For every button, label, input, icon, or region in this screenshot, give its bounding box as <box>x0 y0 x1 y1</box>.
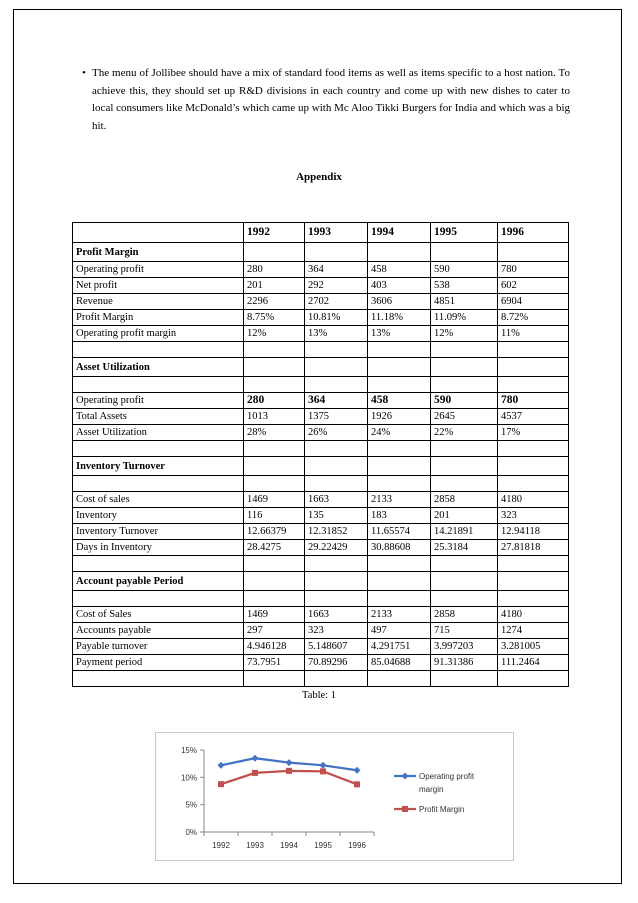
blank-cell <box>431 243 498 262</box>
row-label: Payment period <box>73 655 244 671</box>
y-tick-label: 5% <box>185 800 197 810</box>
value-cell: 4180 <box>498 607 569 623</box>
blank-cell <box>244 358 305 377</box>
x-tick-label: 1995 <box>314 841 332 850</box>
legend-marker-square <box>402 806 408 812</box>
value-cell: 116 <box>244 508 305 524</box>
data-point-diamond <box>252 755 259 762</box>
value-cell: 111.2464 <box>498 655 569 671</box>
blank-cell <box>431 591 498 607</box>
value-cell: 85.04688 <box>368 655 431 671</box>
table-header-empty <box>73 223 244 243</box>
year-header: 1994 <box>368 223 431 243</box>
table-blank-row <box>73 591 569 607</box>
table-blank-row <box>73 476 569 492</box>
value-cell: 497 <box>368 623 431 639</box>
value-cell: 10.81% <box>305 310 368 326</box>
blank-cell <box>368 572 431 591</box>
value-cell: 12% <box>244 326 305 342</box>
value-cell: 458 <box>368 393 431 409</box>
value-cell: 4180 <box>498 492 569 508</box>
value-cell: 28.4275 <box>244 540 305 556</box>
row-label: Payable turnover <box>73 639 244 655</box>
blank-cell <box>498 572 569 591</box>
value-cell: 1663 <box>305 492 368 508</box>
value-cell: 22% <box>431 425 498 441</box>
value-cell: 11.65574 <box>368 524 431 540</box>
data-point-diamond <box>218 762 225 769</box>
value-cell: 2133 <box>368 492 431 508</box>
blank-cell <box>431 457 498 476</box>
value-cell: 70.89296 <box>305 655 368 671</box>
value-cell: 12.94118 <box>498 524 569 540</box>
blank-cell <box>305 476 368 492</box>
table-row <box>73 492 569 508</box>
x-tick-label: 1994 <box>280 841 298 850</box>
blank-cell <box>368 556 431 572</box>
y-tick-label: 0% <box>185 828 197 837</box>
blank-cell <box>244 476 305 492</box>
bullet-dot-icon: • <box>82 67 86 79</box>
section-heading: Inventory Turnover <box>73 457 244 476</box>
blank-cell <box>431 377 498 393</box>
value-cell: 201 <box>244 278 305 294</box>
blank-cell <box>305 591 368 607</box>
row-label: Days in Inventory <box>73 540 244 556</box>
blank-cell <box>368 377 431 393</box>
blank-cell <box>73 342 244 358</box>
value-cell: 17% <box>498 425 569 441</box>
table-row <box>73 524 569 540</box>
value-cell: 280 <box>244 393 305 409</box>
value-cell: 28% <box>244 425 305 441</box>
value-cell: 26% <box>305 425 368 441</box>
blank-cell <box>368 476 431 492</box>
blank-cell <box>368 591 431 607</box>
blank-cell <box>368 671 431 687</box>
row-label: Profit Margin <box>73 310 244 326</box>
blank-cell <box>73 671 244 687</box>
value-cell: 2645 <box>431 409 498 425</box>
value-cell: 11.18% <box>368 310 431 326</box>
data-point-square <box>354 781 360 787</box>
row-label: Cost of sales <box>73 492 244 508</box>
value-cell: 3.281005 <box>498 639 569 655</box>
table-row <box>73 393 569 409</box>
table-blank-row <box>73 671 569 687</box>
value-cell: 13% <box>305 326 368 342</box>
blank-cell <box>368 342 431 358</box>
value-cell: 73.7951 <box>244 655 305 671</box>
legend-label: Profit Margin <box>419 805 465 814</box>
row-label: Net profit <box>73 278 244 294</box>
value-cell: 364 <box>305 262 368 278</box>
blank-cell <box>73 377 244 393</box>
blank-cell <box>244 457 305 476</box>
blank-cell <box>244 556 305 572</box>
blank-cell <box>305 556 368 572</box>
blank-cell <box>244 671 305 687</box>
bullet-text: The menu of Jollibee should have a mix of standard food items as well as items specific to a host nation. To achieve this, they should set up R&D divisions in each country and come up with new dishes to cater to local consumers like McDonald’s which came up with Mc Aloo Tikki Burgers for India and which was a big hit. <box>92 67 570 132</box>
value-cell: 2858 <box>431 607 498 623</box>
value-cell: 30.88608 <box>368 540 431 556</box>
value-cell: 183 <box>368 508 431 524</box>
value-cell: 201 <box>431 508 498 524</box>
value-cell: 6904 <box>498 294 569 310</box>
chart-canvas <box>156 733 513 860</box>
value-cell: 364 <box>305 393 368 409</box>
x-tick-label: 1996 <box>348 841 366 850</box>
section-heading-row <box>73 457 569 476</box>
row-label: Operating profit <box>73 262 244 278</box>
blank-cell <box>73 556 244 572</box>
table-row <box>73 607 569 623</box>
table-caption: Table: 1 <box>302 690 336 701</box>
table-blank-row <box>73 556 569 572</box>
table-row <box>73 409 569 425</box>
data-point-square <box>218 781 224 787</box>
value-cell: 25.3184 <box>431 540 498 556</box>
value-cell: 12.66379 <box>244 524 305 540</box>
table-row <box>73 425 569 441</box>
section-heading-row <box>73 358 569 377</box>
value-cell: 8.72% <box>498 310 569 326</box>
row-label: Cost of Sales <box>73 607 244 623</box>
year-header: 1995 <box>431 223 498 243</box>
blank-cell <box>368 358 431 377</box>
table-row <box>73 639 569 655</box>
blank-cell <box>73 476 244 492</box>
value-cell: 29.22429 <box>305 540 368 556</box>
row-label: Asset Utilization <box>73 425 244 441</box>
value-cell: 2296 <box>244 294 305 310</box>
blank-cell <box>73 441 244 457</box>
value-cell: 24% <box>368 425 431 441</box>
value-cell: 1375 <box>305 409 368 425</box>
row-label: Total Assets <box>73 409 244 425</box>
value-cell: 1663 <box>305 607 368 623</box>
x-tick-label: 1992 <box>212 841 230 850</box>
table-header-row <box>73 223 569 243</box>
value-cell: 323 <box>305 623 368 639</box>
value-cell: 1274 <box>498 623 569 639</box>
value-cell: 14.21891 <box>431 524 498 540</box>
year-header: 1993 <box>305 223 368 243</box>
table-blank-row <box>73 441 569 457</box>
value-cell: 1926 <box>368 409 431 425</box>
blank-cell <box>498 441 569 457</box>
legend-label: margin <box>419 785 444 794</box>
value-cell: 4.291751 <box>368 639 431 655</box>
blank-cell <box>431 572 498 591</box>
value-cell: 323 <box>498 508 569 524</box>
value-cell: 8.75% <box>244 310 305 326</box>
data-point-diamond <box>354 767 361 774</box>
blank-cell <box>431 556 498 572</box>
margin-line-chart <box>155 732 514 861</box>
blank-cell <box>431 671 498 687</box>
legend-label: Operating profit <box>419 772 475 781</box>
row-label: Accounts payable <box>73 623 244 639</box>
value-cell: 292 <box>305 278 368 294</box>
row-label: Inventory Turnover <box>73 524 244 540</box>
y-tick-label: 10% <box>180 773 197 783</box>
row-label: Revenue <box>73 294 244 310</box>
blank-cell <box>305 342 368 358</box>
blank-cell <box>498 591 569 607</box>
value-cell: 4537 <box>498 409 569 425</box>
blank-cell <box>498 671 569 687</box>
value-cell: 27.81818 <box>498 540 569 556</box>
financial-ratios-table <box>72 222 569 687</box>
table-row <box>73 655 569 671</box>
value-cell: 3606 <box>368 294 431 310</box>
section-heading: Asset Utilization <box>73 358 244 377</box>
blank-cell <box>305 377 368 393</box>
blank-cell <box>431 358 498 377</box>
blank-cell <box>368 457 431 476</box>
bullet-paragraph <box>82 65 570 135</box>
data-point-square <box>252 770 258 776</box>
table-row <box>73 508 569 524</box>
blank-cell <box>305 243 368 262</box>
data-point-diamond <box>320 762 327 769</box>
blank-cell <box>498 243 569 262</box>
blank-cell <box>498 358 569 377</box>
blank-cell <box>498 342 569 358</box>
value-cell: 135 <box>305 508 368 524</box>
value-cell: 2858 <box>431 492 498 508</box>
data-point-diamond <box>286 759 293 766</box>
blank-cell <box>498 377 569 393</box>
value-cell: 2133 <box>368 607 431 623</box>
blank-cell <box>244 591 305 607</box>
value-cell: 4851 <box>431 294 498 310</box>
blank-cell <box>244 572 305 591</box>
section-heading: Account payable Period <box>73 572 244 591</box>
value-cell: 2702 <box>305 294 368 310</box>
section-heading-row <box>73 572 569 591</box>
blank-cell <box>431 342 498 358</box>
y-tick-label: 15% <box>180 746 197 755</box>
value-cell: 297 <box>244 623 305 639</box>
data-point-square <box>320 768 326 774</box>
table-row <box>73 278 569 294</box>
blank-cell <box>368 441 431 457</box>
table-row <box>73 540 569 556</box>
value-cell: 13% <box>368 326 431 342</box>
table-row <box>73 326 569 342</box>
data-point-square <box>286 768 292 774</box>
value-cell: 602 <box>498 278 569 294</box>
blank-cell <box>73 591 244 607</box>
value-cell: 1469 <box>244 607 305 623</box>
blank-cell <box>244 243 305 262</box>
blank-cell <box>305 457 368 476</box>
value-cell: 12.31852 <box>305 524 368 540</box>
value-cell: 458 <box>368 262 431 278</box>
value-cell: 590 <box>431 262 498 278</box>
value-cell: 91.31386 <box>431 655 498 671</box>
blank-cell <box>305 671 368 687</box>
blank-cell <box>244 441 305 457</box>
blank-cell <box>431 441 498 457</box>
section-heading-row <box>73 243 569 262</box>
blank-cell <box>305 358 368 377</box>
value-cell: 1013 <box>244 409 305 425</box>
value-cell: 3.997203 <box>431 639 498 655</box>
blank-cell <box>244 377 305 393</box>
value-cell: 1469 <box>244 492 305 508</box>
value-cell: 11% <box>498 326 569 342</box>
value-cell: 5.148607 <box>305 639 368 655</box>
blank-cell <box>305 441 368 457</box>
value-cell: 280 <box>244 262 305 278</box>
x-tick-label: 1993 <box>246 841 264 850</box>
value-cell: 780 <box>498 262 569 278</box>
table-row <box>73 294 569 310</box>
appendix-title: Appendix <box>296 171 342 183</box>
value-cell: 715 <box>431 623 498 639</box>
legend-marker-diamond <box>402 773 409 780</box>
value-cell: 4.946128 <box>244 639 305 655</box>
blank-cell <box>431 476 498 492</box>
table-blank-row <box>73 342 569 358</box>
blank-cell <box>498 476 569 492</box>
blank-cell <box>498 457 569 476</box>
value-cell: 12% <box>431 326 498 342</box>
table-row <box>73 310 569 326</box>
blank-cell <box>305 572 368 591</box>
blank-cell <box>498 556 569 572</box>
section-heading: Profit Margin <box>73 243 244 262</box>
row-label: Operating profit <box>73 393 244 409</box>
value-cell: 780 <box>498 393 569 409</box>
value-cell: 403 <box>368 278 431 294</box>
row-label: Inventory <box>73 508 244 524</box>
value-cell: 538 <box>431 278 498 294</box>
table-row <box>73 623 569 639</box>
value-cell: 590 <box>431 393 498 409</box>
row-label: Operating profit margin <box>73 326 244 342</box>
table-row <box>73 262 569 278</box>
year-header: 1996 <box>498 223 569 243</box>
table-blank-row <box>73 377 569 393</box>
blank-cell <box>368 243 431 262</box>
year-header: 1992 <box>244 223 305 243</box>
blank-cell <box>244 342 305 358</box>
value-cell: 11.09% <box>431 310 498 326</box>
